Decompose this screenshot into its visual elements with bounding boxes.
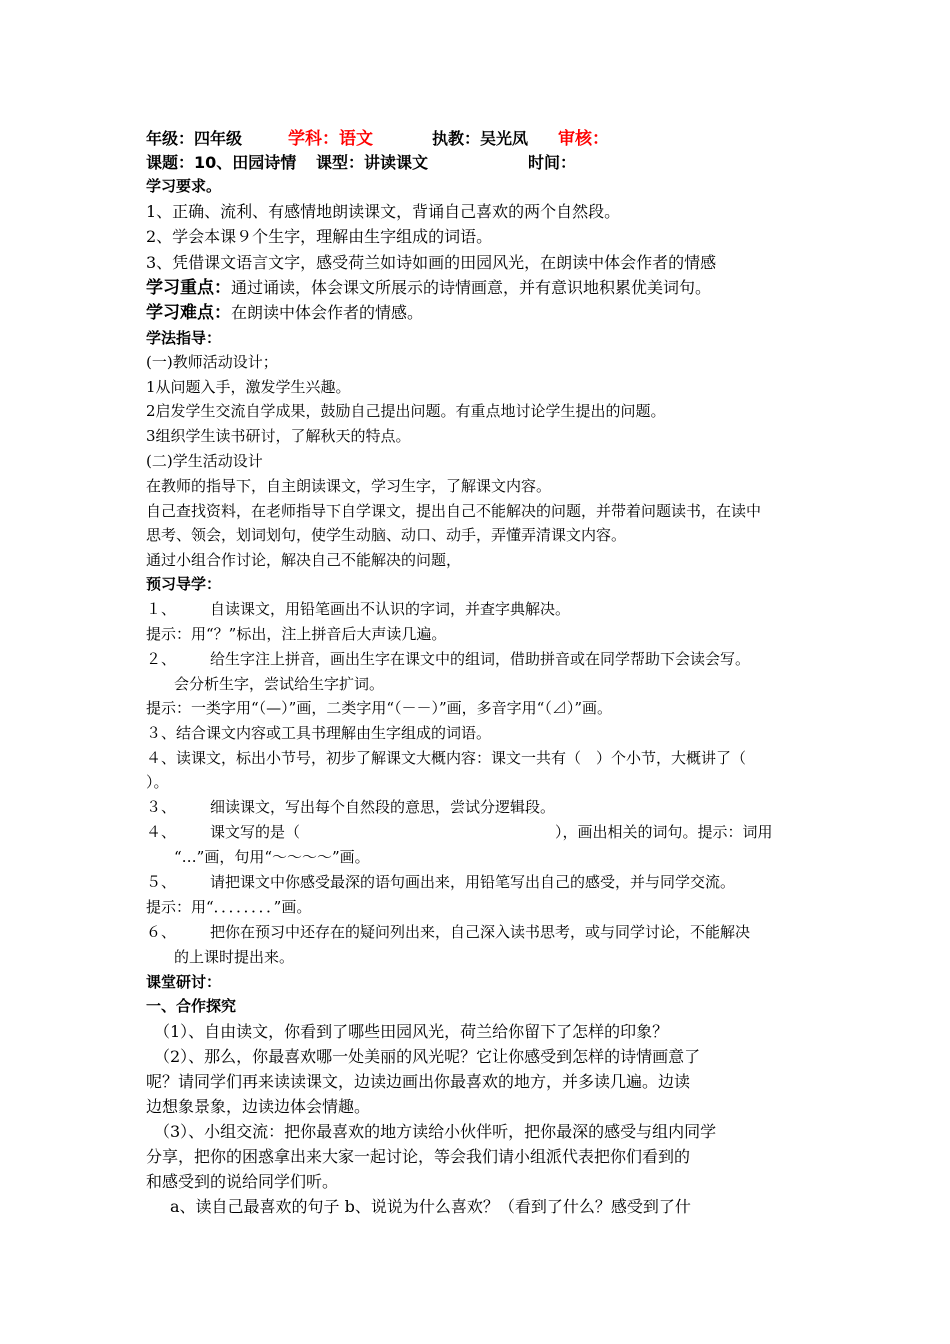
teacher-label: 执教：吴光凤 [432,129,529,148]
preview-tip: 提示：一类字用“（—）”画，二类字用“（－－）”画，多音字用“（⊿）”画。 [146,699,613,717]
item-number: ２、 [146,650,177,668]
focus-label: 学习重点： [146,278,231,298]
preview-tip: 提示：用“．．．．．．．．”画。 [146,898,312,916]
item-text: 自读课文，用铅笔画出不认识的字词，并查字典解决。 [210,600,571,618]
preview-item [146,875,735,890]
grade-label: 年级：四年级 [146,129,243,148]
discussion-line: 呢？请同学们再来读读课文，边读边画出你最喜欢的地方，并多读几遍。边读 [146,1072,691,1091]
item-text: 把你在预习中还存在的疑问列出来，自己深入读书思考，或与同学讨论，不能解决 [210,923,751,941]
teacher-design-item: 1从问题入手，激发学生兴趣。 [146,378,351,396]
requirement-item: 1、正确、流利、有感情地朗读课文，背诵自己喜欢的两个自然段。 [146,202,621,221]
preview-item [146,925,750,940]
requirement-item: 3、凭借课文语言文字，感受荷兰如诗如画的田园风光，在朗读中体会作者的情感 [146,253,717,272]
method-title: 学法指导： [146,329,222,347]
teacher-design-item: 3组织学生读书研讨，了解秋天的特点。 [146,427,411,445]
difficulty-label: 学习难点： [146,303,231,323]
preview-item: ３、结合课文内容或工具书理解由生字组成的词语。 [146,724,492,742]
student-design-line: 在教师的指导下，自主朗读课文，学习生字，了解课文内容。 [146,477,552,495]
preview-item-continued: 会分析生字，尝试给生字扩词。 [174,675,385,693]
student-design-title: (二)学生活动设计 [146,452,263,470]
discussion-line: （3）、小组交流：把你最喜欢的地方读给小伙伴听，把你最深的感受与组内同学 [154,1122,717,1141]
lesson-type-label: 课型：讲读课文 [316,153,429,172]
student-design-line: 通过小组合作讨论，解决自己不能解决的问题， [146,551,462,569]
item-number: ３、 [146,798,177,816]
classroom-title: 课堂研讨： [146,973,222,991]
preview-item [146,602,570,617]
preview-item-continued: ）。 [146,773,169,791]
discussion-line: （2）、那么，你最喜欢哪一处美丽的风光呢？它让你感受到怎样的诗情画意了 [154,1047,701,1066]
focus-text: 通过诵读，体会课文所展示的诗情画意，并有意识地积累优美词句。 [231,278,712,297]
preview-item [146,825,773,840]
focus-line [146,280,711,297]
teacher-design-item: 2启发学生交流自学成果，鼓励自己提出问题。有重点地讨论学生提出的问题。 [146,402,666,420]
time-label: 时间： [528,153,577,172]
difficulty-text: 在朗读中体会作者的情感。 [231,303,424,322]
subject-label: 学科：语文 [288,129,373,149]
header-row-2 [146,153,577,172]
difficulty-line [146,305,423,322]
preview-item [146,652,750,667]
preview-tip: 提示：用“？”标出，注上拼音后大声读几遍。 [146,625,447,643]
discussion-line: （1）、自由读文，你看到了哪些田园风光，荷兰给你留下了怎样的印象？ [154,1022,669,1041]
student-design-line: 自己查找资料，在老师指导下自学课文，提出自己不能解决的问题，并带着问题读书，在读中 [146,502,762,520]
item-text: 给生字注上拼音，画出生字在课文中的组词，借助拼音或在同学帮助下会读会写。 [210,650,751,668]
item-number: １、 [146,600,177,618]
discussion-line: 边想象景象，边读边体会情趣。 [146,1097,371,1116]
preview-item-continued: “…”画，句用“～～～～”画。 [174,848,370,866]
item-text: 请把课文中你感受最深的语句画出来，用铅笔写出自己的感受，并与同学交流。 [210,873,736,891]
preview-title: 预习导学： [146,575,222,593]
requirements-title: 学习要求。 [146,177,222,195]
item-number: ５、 [146,873,177,891]
header-row-1 [146,129,609,149]
item-text: 课文写的是（ ），画出相关的词句。提示：词用 [210,823,773,841]
teacher-design-title: (一)教师活动设计； [146,353,278,371]
item-number: ６、 [146,923,177,941]
cooperative-section-title: 一、合作探究 [146,997,237,1015]
discussion-line: 和感受到的说给同学们听。 [146,1172,339,1191]
discussion-line: 分享，把你的困惑拿出来大家一起讨论，等会我们请小组派代表把你们看到的 [146,1147,691,1166]
student-design-line: 思考、领会，划词划句，使学生动脑、动口、动手，弄懂弄清课文内容。 [146,526,627,544]
preview-item [146,800,555,815]
preview-item: ４、读课文，标出小节号，初步了解课文大概内容：课文一共有（ ）个小节，大概讲了（ [146,749,747,767]
discussion-line: a、读自己最喜欢的句子 b、说说为什么喜欢？（看到了什么？感受到了什 [170,1197,691,1216]
preview-item-continued: 的上课时提出来。 [174,948,295,966]
item-text: 细读课文，写出每个自然段的意思，尝试分逻辑段。 [210,798,556,816]
requirement-item: 2、学会本课９个生字，理解由生字组成的词语。 [146,227,493,246]
item-number: ４、 [146,823,177,841]
topic-label: 课题：10、田园诗情 [146,153,297,172]
review-label: 审核： [558,129,609,149]
